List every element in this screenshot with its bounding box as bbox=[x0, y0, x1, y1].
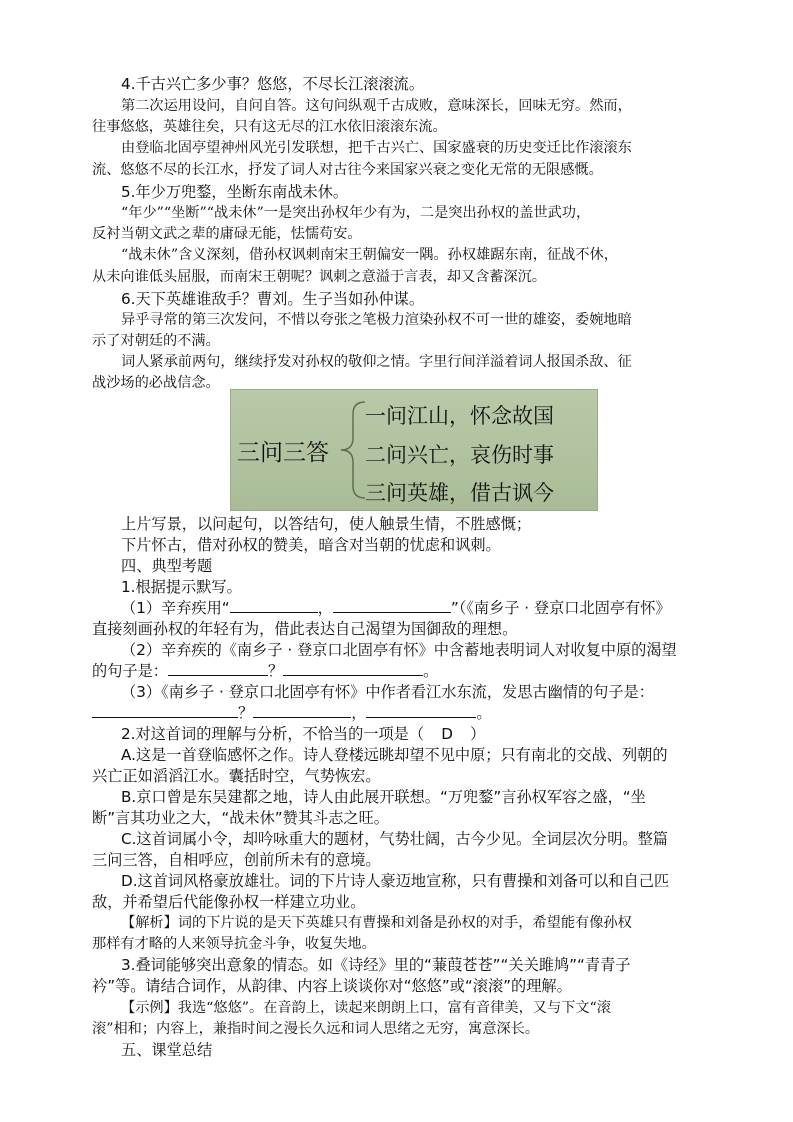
option-c-cont: 三问三答，自相呼应，创前所未有的意境。 bbox=[92, 851, 381, 869]
text: ， bbox=[317, 599, 333, 617]
question-1-sub1-cont: 直接刻画孙权的年轻有为，借此表达自己渴望为国御敌的理想。 bbox=[92, 620, 518, 638]
option-a: A.这是一首登临感怀之作。诗人登楼远眺却望不见中原；只有南北的交战、列朝的 bbox=[121, 746, 668, 764]
commentary-line: 词人紧承前两句，继续抒发对孙权的敬仰之情。字里行间洋溢着词人报国杀敌、征 bbox=[121, 354, 632, 370]
option-b-cont: 断”言其功业之大，“战未休”赞其斗志之旺。 bbox=[92, 809, 389, 827]
analysis-line: 那样有才略的人来领导抗金斗争，收复失地。 bbox=[92, 936, 376, 952]
text: ？ bbox=[238, 704, 254, 722]
answer-value: D bbox=[441, 725, 453, 743]
commentary-line: 往事悠悠，英雄往矣，只有这无尽的江水依旧滚滚东流。 bbox=[92, 119, 447, 135]
question-2-title bbox=[121, 724, 485, 745]
question-1-sub3: （3）《南乡子 · 登京口北固亭有怀》中作者看江水东流，发思古幽情的句子是： bbox=[121, 683, 654, 701]
diagram-item: 三问英雄，借古讽今 bbox=[365, 481, 554, 505]
question-1-sub1 bbox=[121, 598, 671, 619]
question-1-title: 1.根据提示默写。 bbox=[121, 578, 242, 596]
text: 。 bbox=[423, 662, 439, 680]
option-c: C.这首词属小令，却吟咏重大的题材，气势壮阔，古今少见。全词层次分明。整篇 bbox=[121, 830, 668, 848]
commentary-line: 由登临北固亭望神州风光引发联想，把千古兴亡、国家盛衰的历史变迁比作滚滚东 bbox=[121, 140, 632, 156]
diagram-item: 二问兴亡，哀伤时事 bbox=[365, 443, 554, 467]
section-heading: 五、课堂总结 bbox=[121, 1041, 213, 1059]
text: 2.对这首词的理解与分析，不恰当的一项是（ bbox=[121, 725, 425, 743]
summary-line: 下片怀古，借对孙权的赞美，暗含对当朝的忧虑和讽刺。 bbox=[121, 536, 501, 554]
commentary-line: 异乎寻常的第三次发问，不惜以夸张之笔极力渲染孙权不可一世的雄姿，委婉地暗 bbox=[121, 312, 632, 328]
verse-5: 5.年少万兜鍪，坐断东南战未休。 bbox=[121, 183, 349, 201]
commentary-line: “战未休”含义深刻，借孙权讽刺南宋王朝偏安一隅。孙权雄踞东南，征战不休， bbox=[121, 247, 618, 263]
diagram-main-label: 三问三答 bbox=[237, 440, 329, 466]
commentary-line: 反衬当朝文武之辈的庸碌无能，怯懦苟安。 bbox=[92, 226, 362, 242]
three-questions-diagram bbox=[230, 389, 598, 511]
text: 的句子是： bbox=[92, 662, 168, 680]
section-heading: 四、典型考题 bbox=[121, 557, 213, 575]
text: ”（《南乡子 · 登京口北固亭有怀》 bbox=[450, 599, 671, 617]
commentary-line: “年少”“坐断”“战未休”一是突出孙权年少有为，二是突出孙权的盖世武功， bbox=[121, 205, 591, 221]
blank-field[interactable] bbox=[283, 661, 423, 676]
question-3: 3.叠词能够突出意象的情态。如《诗经》里的“蒹葭苍苍”“关关雎鸠”“青青子 bbox=[121, 956, 631, 974]
question-1-sub3-cont bbox=[92, 703, 492, 724]
summary-line: 上片写景，以问起句，以答结句，使人触景生情，不胜感慨； bbox=[121, 515, 532, 533]
text: （1）辛弃疾用“ bbox=[121, 599, 230, 617]
blank-field[interactable] bbox=[333, 598, 451, 613]
blank-field[interactable] bbox=[366, 703, 476, 718]
commentary-line: 第二次运用设问，自问自答。这句问纵观千古成败，意味深长，回味无穷。然而， bbox=[121, 98, 632, 114]
text: ） bbox=[470, 725, 486, 743]
option-d-cont: 敌，并希望后代能像孙权一样建立功业。 bbox=[92, 893, 366, 911]
text: ， bbox=[351, 704, 367, 722]
example-line: 【示例】我选“悠悠”。在音韵上，读起来朗朗上口，富有音律美，又与下文“滚 bbox=[121, 1000, 611, 1016]
option-b: B.京口曾是东吴建都之地，诗人由此展开联想。“万兜鍪”言孙权军容之盛，“坐 bbox=[121, 788, 646, 806]
question-1-sub2-cont bbox=[92, 661, 438, 682]
question-1-sub2: （2）辛弃疾的《南乡子 · 登京口北固亭有怀》中含蓄地表明词人对收复中原的渴望 bbox=[121, 641, 677, 659]
analysis-line: 【解析】词的下片说的是天下英雄只有曹操和刘备是孙权的对手，希望能有像孙权 bbox=[121, 915, 632, 931]
text: 。 bbox=[476, 704, 492, 722]
blank-field[interactable] bbox=[92, 703, 238, 718]
verse-4: 4.千古兴亡多少事？悠悠，不尽长江滚滚流。 bbox=[121, 75, 425, 93]
blank-field[interactable] bbox=[230, 598, 318, 613]
verse-6: 6.天下英雄谁敌手？曹刘。生子当如孙仲谋。 bbox=[121, 290, 425, 308]
option-a-cont: 兴亡正如滔滔江水。囊括时空，气势恢宏。 bbox=[92, 767, 381, 785]
blank-field[interactable] bbox=[253, 703, 351, 718]
option-d: D.这首词风格豪放雄壮。词的下片诗人豪迈地宣称，只有曹操和刘备可以和自己匹 bbox=[121, 872, 670, 890]
blank-field[interactable] bbox=[168, 661, 268, 676]
commentary-line: 从未向谁低头屈服，而南宋王朝呢？讽刺之意溢于言表，却又含蓄深沉。 bbox=[92, 269, 547, 285]
text: ？ bbox=[267, 662, 284, 680]
question-3-cont: 衿”等。请结合词作，从韵律、内容上谈谈你对“悠悠”或“滚滚”的理解。 bbox=[92, 977, 572, 995]
commentary-line: 流、悠悠不尽的长江水，抒发了词人对古往今来国家兴衰之变化无常的无限感慨。 bbox=[92, 162, 603, 178]
diagram-item: 一问江山，怀念故国 bbox=[365, 404, 554, 428]
commentary-line: 战沙场的必战信念。 bbox=[92, 375, 220, 391]
example-line: 滚”相和；内容上，兼指时间之漫长久远和词人思绪之无穷，寓意深长。 bbox=[92, 1021, 540, 1037]
commentary-line: 示了对朝廷的不满。 bbox=[92, 333, 220, 349]
